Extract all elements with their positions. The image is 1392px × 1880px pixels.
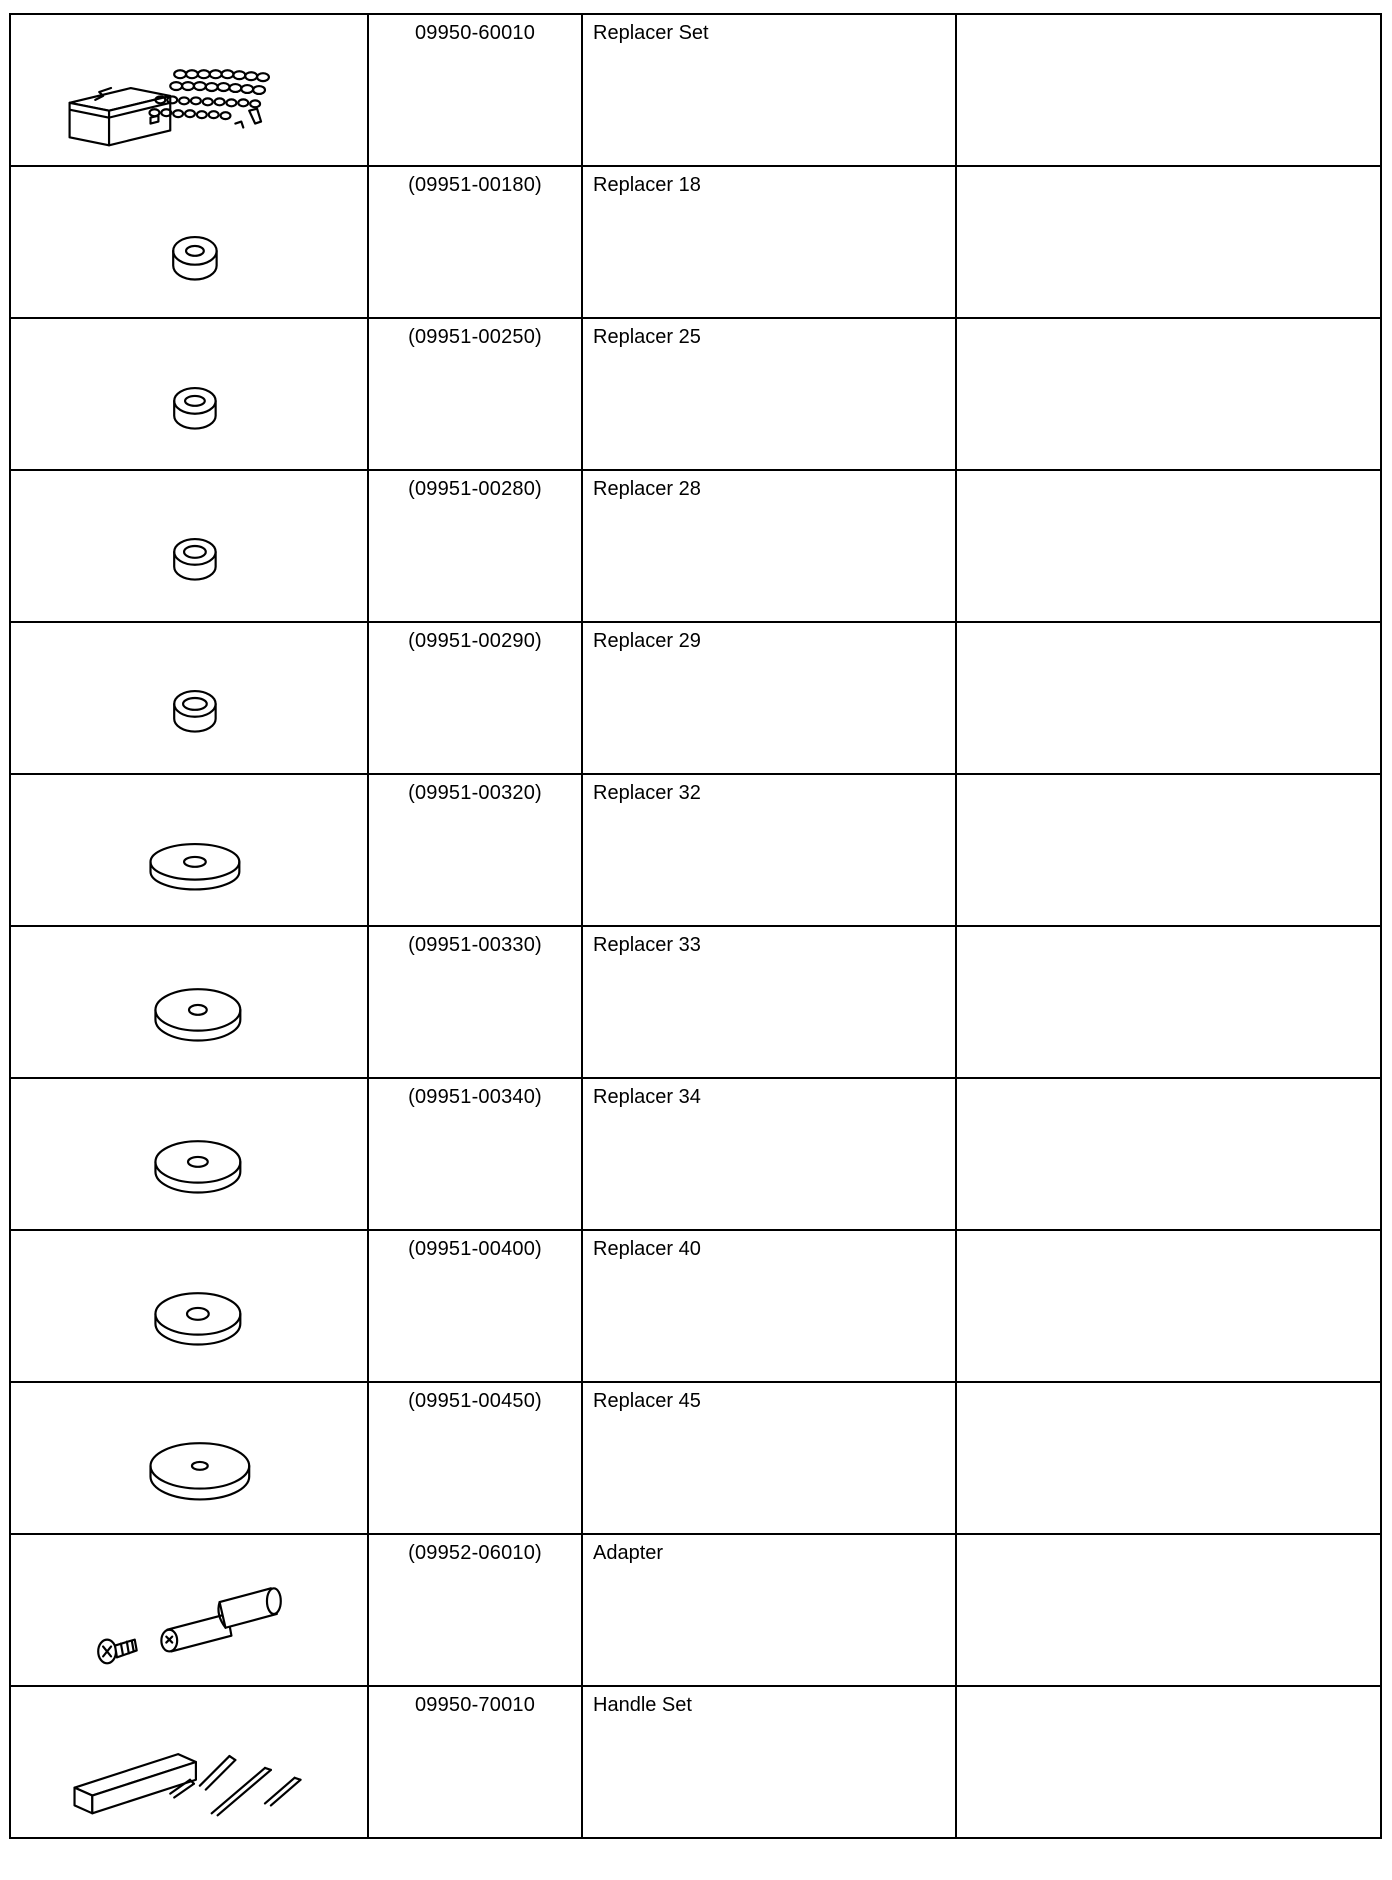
remarks-cell — [956, 318, 1381, 470]
replacer-ring-icon — [11, 1383, 367, 1533]
tool-illustration-cell — [10, 14, 368, 166]
remarks-cell — [956, 1078, 1381, 1230]
tool-name: Replacer 18 — [593, 174, 701, 196]
part-number: 09950-70010 — [414, 1694, 536, 1716]
remarks-cell — [956, 166, 1381, 318]
table-row — [10, 1534, 1381, 1686]
tool-name: Replacer 29 — [593, 630, 701, 652]
remarks-cell — [956, 1686, 1381, 1838]
handle-set-icon — [11, 1687, 367, 1837]
replacer-ring-icon — [11, 775, 367, 925]
remarks-cell — [956, 1534, 1381, 1686]
remarks-cell — [956, 14, 1381, 166]
remarks-cell — [956, 622, 1381, 774]
tool-name: Replacer 34 — [593, 1086, 701, 1108]
table-row — [10, 318, 1381, 470]
remarks-cell — [956, 926, 1381, 1078]
tool-name: Replacer 28 — [593, 478, 701, 500]
tool-name: Replacer Set — [593, 22, 709, 44]
replacer-ring-icon — [11, 927, 367, 1077]
part-number: (09951-00180) — [408, 174, 542, 196]
tool-name: Adapter — [593, 1542, 664, 1564]
table-row — [10, 774, 1381, 926]
table-row — [10, 1686, 1381, 1838]
tool-illustration-cell — [10, 622, 368, 774]
tool-illustration-cell — [10, 774, 368, 926]
special-tools-table — [9, 13, 1382, 1839]
replacer-ring-icon — [11, 167, 367, 317]
part-number: (09951-00330) — [408, 934, 542, 956]
part-number: (09951-00450) — [408, 1390, 542, 1412]
tool-illustration-cell — [10, 166, 368, 318]
tool-illustration-cell — [10, 926, 368, 1078]
part-number: (09951-00250) — [408, 326, 542, 348]
tool-illustration-cell — [10, 1534, 368, 1686]
replacer-ring-icon — [11, 1231, 367, 1381]
replacer-set-icon — [11, 15, 367, 165]
tool-illustration-cell — [10, 1686, 368, 1838]
tool-illustration-cell — [10, 470, 368, 622]
remarks-cell — [956, 470, 1381, 622]
part-number: (09951-00400) — [408, 1238, 542, 1260]
replacer-ring-icon — [11, 623, 367, 773]
adapter-icon — [11, 1535, 367, 1685]
table-row — [10, 14, 1381, 166]
tool-name: Replacer 45 — [593, 1390, 701, 1412]
tool-name: Replacer 32 — [593, 782, 701, 804]
table-row — [10, 1382, 1381, 1534]
part-number: (09951-00280) — [408, 478, 542, 500]
part-number: (09951-00290) — [408, 630, 542, 652]
part-number: (09951-00340) — [408, 1086, 542, 1108]
remarks-cell — [956, 774, 1381, 926]
tool-name: Handle Set — [593, 1694, 692, 1716]
table-row — [10, 470, 1381, 622]
tool-name: Replacer 33 — [593, 934, 701, 956]
part-number: 09950-60010 — [414, 22, 536, 44]
tool-name: Replacer 40 — [593, 1238, 701, 1260]
part-number: (09951-00320) — [408, 782, 542, 804]
replacer-ring-icon — [11, 1079, 367, 1229]
tool-illustration-cell — [10, 318, 368, 470]
table-row — [10, 622, 1381, 774]
table-row — [10, 166, 1381, 318]
tool-name: Replacer 25 — [593, 326, 701, 348]
tool-illustration-cell — [10, 1382, 368, 1534]
table-row — [10, 1078, 1381, 1230]
table-row — [10, 1230, 1381, 1382]
tool-illustration-cell — [10, 1230, 368, 1382]
replacer-ring-icon — [11, 471, 367, 621]
remarks-cell — [956, 1230, 1381, 1382]
part-number: (09952-06010) — [408, 1542, 542, 1564]
replacer-ring-icon — [11, 319, 367, 469]
table-row — [10, 926, 1381, 1078]
tool-illustration-cell — [10, 1078, 368, 1230]
remarks-cell — [956, 1382, 1381, 1534]
